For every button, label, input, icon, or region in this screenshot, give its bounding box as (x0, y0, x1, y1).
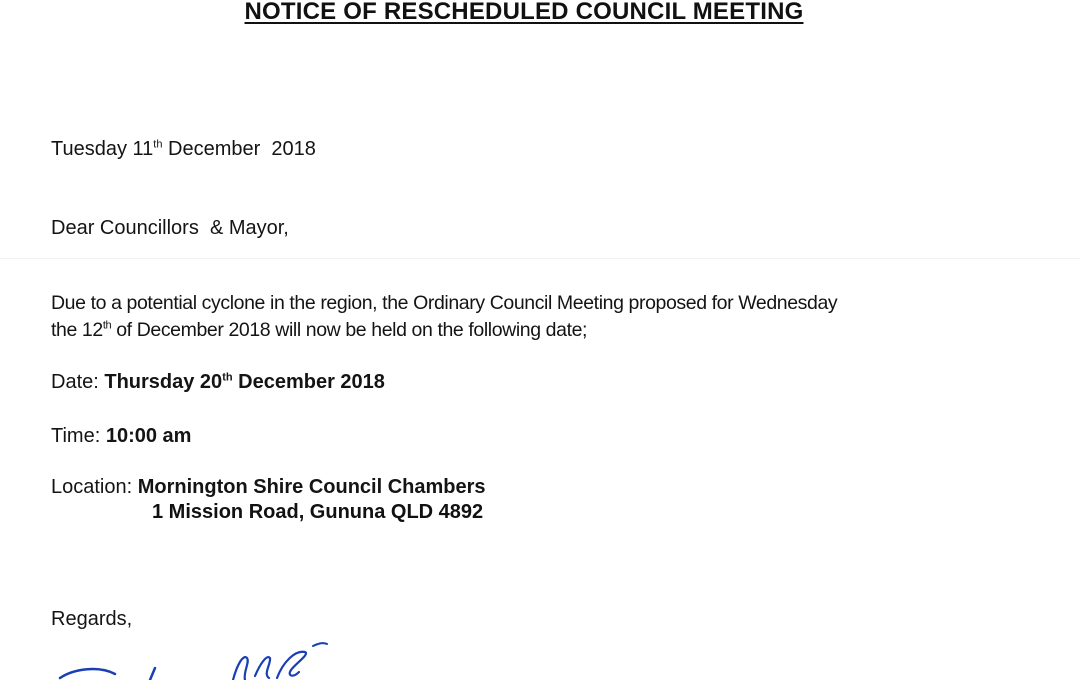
meeting-time-value: 10:00 am (105, 425, 192, 447)
body-line-1: Due to a potential cyclone in the region, the Ordinary Council Meeting proposed for Wednesday (51, 292, 838, 314)
meeting-date (51, 371, 385, 394)
meeting-time-label: Time: (51, 425, 106, 447)
meeting-time (51, 425, 191, 448)
body-line-2-suffix: th (102, 319, 112, 332)
closing: Regards, (51, 608, 133, 630)
letter-date-rest: December 2018 (162, 138, 316, 160)
body-line-2 (51, 317, 1011, 344)
meeting-location-line-2: 1 Mission Road, Gununa QLD 4892 (152, 501, 484, 523)
salutation: Dear Councillors & Mayor, (51, 217, 289, 239)
meeting-date-suffix: th (222, 371, 233, 384)
letter-date-day: Tuesday 11 (51, 138, 154, 160)
meeting-location-line-1: Mornington Shire Council Chambers (137, 476, 486, 498)
letter-date (51, 138, 316, 161)
page-title: NOTICE OF RESCHEDULED COUNCIL MEETING (244, 0, 804, 25)
body-line-2-prefix: the 12 (51, 319, 103, 341)
scan-divider (0, 258, 1080, 259)
meeting-date-value: Thursday 20 (104, 371, 223, 393)
meeting-date-label: Date: (51, 371, 105, 393)
body-paragraph (51, 290, 1011, 344)
meeting-date-rest: December 2018 (232, 371, 385, 393)
body-line-2-rest: of December 2018 will now be held on the following date; (111, 319, 588, 341)
signature-icon (55, 640, 355, 680)
meeting-location (51, 476, 486, 499)
letter-date-suffix: th (153, 138, 163, 151)
meeting-location-label: Location: (51, 476, 138, 498)
